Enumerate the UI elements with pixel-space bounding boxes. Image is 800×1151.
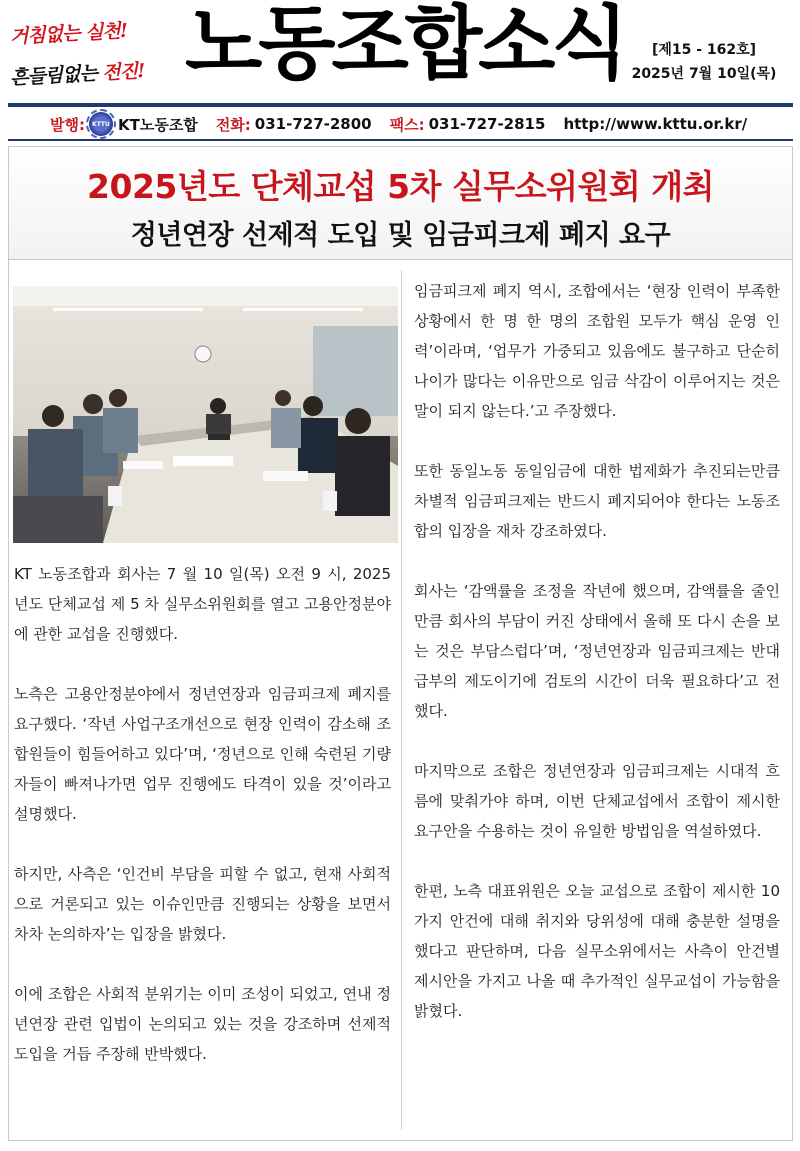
publisher-group	[50, 112, 198, 136]
right-paragraph-3: 회사는 ‘감액률을 조정을 작년에 했으며, 감액률을 줄인만큼 회사의 부담이 커진 상태에서 올해 또 다시 손을 보는 것은 부담스럽다’며, ‘정년연장과 임금피크제는 반대급부의 제도이기에 검토의 시간이 더욱 필요하다’고 전했다.	[414, 582, 780, 720]
fax-label: 팩스:	[389, 115, 425, 134]
publisher-bar	[8, 110, 793, 138]
right-paragraph-4: 마지막으로 조합은 정년연장과 임금피크제는 시대적 흐름에 맞춰가야 하며, 이번 단체교섭에서 조합이 제시한 요구안을 수용하는 것이 유일한 방법임을 역설하였다.	[414, 762, 780, 840]
fax-group	[390, 114, 546, 135]
article-subhead: 정년연장 선제적 도입 및 임금피크제 폐지 요구	[130, 220, 671, 251]
article-right-column	[414, 276, 780, 1056]
issue-number: [제15 - 162호]	[651, 42, 757, 58]
headline-box	[8, 146, 793, 260]
column-divider	[401, 270, 402, 1130]
newsletter-title: 노동조합소식	[185, 0, 625, 90]
slogan-line-2	[9, 55, 170, 90]
bottom-rule	[8, 139, 793, 141]
article-left-column	[14, 559, 391, 1099]
website-group	[563, 115, 747, 133]
fax-number: 031-727-2815	[428, 115, 546, 133]
meeting-photo	[13, 286, 398, 543]
slogan-line-2-b: 전진!	[101, 59, 145, 85]
publisher-name: KT노동조합	[117, 115, 198, 134]
left-paragraph-3: 하지만, 사측은 ‘인건비 부담을 피할 수 없고, 현재 사회적으로 거론되고 있는 이슈인만큼 진행되는 상황을 보면서 차차 논의하자’는 입장을 밝혔다.	[14, 865, 391, 943]
top-rule	[8, 103, 793, 107]
website-link[interactable]: http://www.kttu.or.kr/	[563, 115, 748, 133]
slogan	[9, 19, 170, 90]
article-headline: 2025년도 단체교섭 5차 실무소위원회 개최	[87, 167, 714, 206]
left-paragraph-1: KT 노동조합과 회사는 7 월 10 일(목) 오전 9 시, 2025 년도 단체교섭 제 5 차 실무소위원회를 열고 고용안정분야에 관한 교섭을 진행했다.	[14, 565, 391, 643]
slogan-line-2-a: 흔들림없는	[9, 62, 103, 89]
left-paragraph-2: 노측은 고용안정분야에서 정년연장과 임금피크제 폐지를 요구했다. ‘작년 사업구조개선으로 현장 인력이 감소해 조합원들이 힘들어하고 있다’며, ‘정년으로 인해 숙련된 기량자들이 빠져나가면 업무 진행에도 타격이 있을 것’이라고 설명했다.	[14, 685, 391, 823]
slogan-line-1: 거침없는 실천!	[9, 19, 128, 48]
issue-info	[624, 38, 784, 86]
right-paragraph-2: 또한 동일노동 동일임금에 대한 법제화가 추진되는만큼 차별적 임금피크제는 반드시 폐지되어야 한다는 노동조합의 입장을 재차 강조하였다.	[414, 462, 780, 540]
publisher-label: 발행:	[50, 115, 85, 134]
phone-group	[216, 114, 372, 135]
left-paragraph-4: 이에 조합은 사회적 분위기는 이미 조성이 되었고, 연내 정년연장 관련 입법이 논의되고 있는 것을 강조하며 선제적 도입을 거듭 주장해 반박했다.	[14, 985, 391, 1063]
right-paragraph-1: 임금피크제 폐지 역시, 조합에서는 ‘현장 인력이 부족한 상황에서 한 명 한 명의 조합원 모두가 핵심 운영 인력’이라며, ‘업무가 가중되고 있음에도 불구하고 단순히 나이가 많다는 이유만으로 임금 삭감이 이루어지는 것은 말이 되지 않는다.’고 주장했다.	[414, 282, 780, 420]
kttu-logo-icon: KTTU	[89, 112, 113, 136]
right-paragraph-5: 한편, 노측 대표위원은 오늘 교섭으로 조합이 제시한 10 가지 안건에 대해 취지와 당위성에 대해 충분한 설명을 했다고 판단하며, 다음 실무소위에서는 사측이 안건별 제시안을 가지고 나올 때 추가적인 실무교섭이 가능함을 밝혔다.	[414, 882, 780, 1020]
issue-date: 2025년 7월 10일(목)	[631, 66, 777, 82]
phone-number: 031-727-2800	[254, 115, 372, 133]
phone-label: 전화:	[215, 115, 251, 134]
